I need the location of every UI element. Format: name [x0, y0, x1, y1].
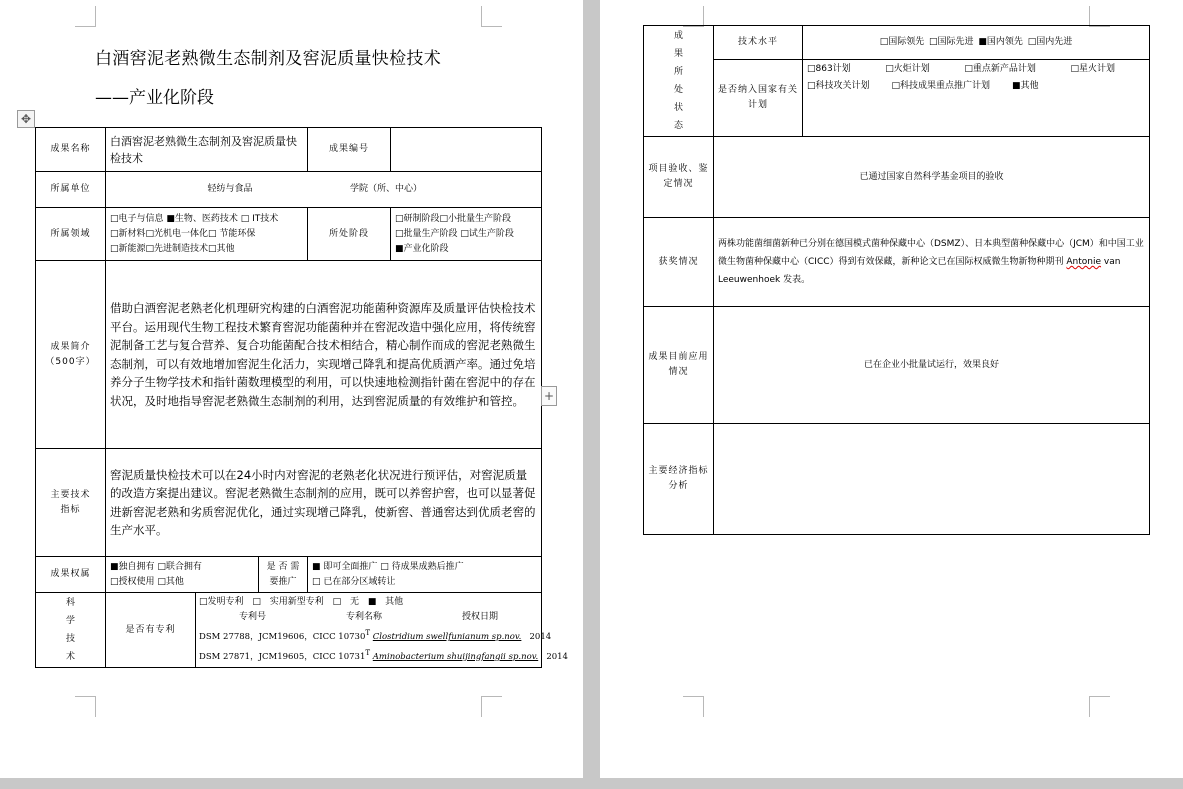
ownership-label: 成果权属: [36, 557, 106, 593]
margin-corner-mark: [683, 696, 704, 717]
add-column-plus-icon[interactable]: +: [541, 386, 557, 406]
margin-corner-mark: [75, 6, 96, 27]
plan-option: □科技攻关计划: [807, 81, 870, 92]
document-subtitle: ——产业化阶段: [95, 88, 214, 108]
margin-corner-mark: [481, 6, 502, 27]
achievement-state-label: [644, 26, 714, 137]
application-label: 成果目前应用情况: [644, 307, 714, 424]
unit-cell[interactable]: [106, 172, 542, 208]
unit-label: 所属单位: [36, 172, 106, 208]
table-row: [36, 172, 542, 208]
code-label: 成果编号: [308, 128, 391, 172]
plan-option: □863计划: [807, 64, 851, 75]
unit-suffix: 学院（所、中心）: [350, 184, 423, 194]
margin-corner-mark: [683, 6, 704, 27]
achievement-form-table-continued: [643, 25, 1150, 535]
promotion-options[interactable]: [308, 557, 542, 593]
table-row: [36, 261, 542, 449]
unit-value: 轻纺与食品: [207, 184, 253, 194]
promotion-option-line: □ 已在部分区域转让: [312, 576, 396, 587]
patent-year: 2014: [529, 632, 552, 642]
acceptance-value[interactable]: 已通过国家自然科学基金项目的验收: [714, 137, 1150, 218]
vertical-char: 成: [673, 31, 683, 41]
national-plan-options[interactable]: [803, 60, 1150, 137]
vertical-char: 果: [673, 49, 683, 59]
patent-ids: DSM 27871，JCM19605，CICC 10731: [199, 651, 366, 662]
patent-options: □发明专利 □ 实用新型专利 □ 无 ■ 其他: [199, 597, 404, 608]
plan-option: ■其他: [1012, 81, 1039, 92]
document-page-right: [600, 0, 1183, 778]
patent-header: [199, 610, 538, 625]
stage-options[interactable]: [391, 208, 542, 261]
table-row: [644, 424, 1150, 535]
ownership-option-line: □授权使用 □其他: [110, 576, 184, 587]
patent-year: 2014: [546, 651, 568, 662]
vertical-char: 技: [65, 634, 75, 644]
tech-text[interactable]: 窖泥质量快检技术可以在24小时内对窖泥的老熟老化状况进行预评估，对窖泥质量的改造方案提出建议。窖泥老熟微生态制剂的应用，既可以养窖护窖，也可以显著促进新窖泥老熟和劣质窖泥优化，通过实现增己降乳，使新窖、普通窖达到优质老窖的生产水平。: [106, 449, 542, 557]
plan-option: □星火计划: [1070, 64, 1115, 75]
margin-corner-mark: [1089, 6, 1110, 27]
field-label: 所属领域: [36, 208, 106, 261]
economic-indicator-label: 主要经济指标分析: [644, 424, 714, 535]
field-option-line: □新能源□先进制造技术□其他: [110, 243, 235, 254]
vertical-char: 状: [673, 103, 683, 113]
patent-species-name: Aminobacterium shuijingfangii sp.nov.: [372, 651, 539, 662]
tech-level-label: 技术水平: [714, 26, 803, 60]
patent-sup: T: [365, 648, 371, 657]
tech-label-cell: [36, 449, 106, 557]
patent-species-name: Clostridium swellfunianum sp.nov.: [372, 632, 522, 642]
document-page-left: [0, 0, 583, 778]
margin-corner-mark: [481, 696, 502, 717]
table-row: [36, 208, 542, 261]
acceptance-label: 项目验收、鉴定情况: [644, 137, 714, 218]
award-text-body: 两株功能菌细菌新种已分别在德国模式菌种保藏中心（DSMZ）、日本典型菌种保藏中心（JCM）和中国工业微生物菌种保藏中心（CICC）得到有效保藏，新种论文已在国际权威微生物新物种期刊: [718, 239, 1144, 267]
table-move-handle-icon[interactable]: ✥: [17, 110, 35, 128]
promotion-label: 是 否 需: [266, 561, 300, 572]
award-label: 获奖情况: [644, 218, 714, 307]
promotion-option-line: ■ 即可全面推广 □ 待成果成熟后推广: [312, 561, 464, 572]
margin-corner-mark: [75, 696, 96, 717]
field-options[interactable]: [106, 208, 308, 261]
vertical-char: 术: [65, 652, 75, 662]
ownership-option-line: ■独自拥有 □联合拥有: [110, 561, 202, 572]
stage-option-line: □研制阶段□小批量生产阶段: [395, 213, 512, 224]
application-value[interactable]: 已在企业小批量试运行，效果良好: [714, 307, 1150, 424]
vertical-char: 处: [673, 85, 683, 95]
document-title: 白酒窖泥老熟微生态制剂及窖泥质量快检技术: [95, 49, 441, 69]
journal-name-rest: van Leeuwenhoek: [718, 257, 1121, 285]
table-row: [36, 128, 542, 172]
vertical-char: 科: [65, 598, 75, 608]
table-row: [644, 26, 1150, 60]
patent-cell[interactable]: [196, 593, 568, 668]
patent-ids: DSM 27788，JCM19606，CICC 10730: [199, 632, 366, 642]
national-plan-line: [807, 62, 1145, 77]
patent-number-header: 专利号: [238, 612, 266, 623]
name-label: 成果名称: [36, 128, 106, 172]
journal-name: Antonie: [1066, 257, 1102, 267]
stage-option-line: ■产业化阶段: [395, 243, 449, 254]
science-tech-label: [36, 593, 106, 668]
patent-sup: T: [365, 628, 371, 638]
patent-name-header: 专利名称: [345, 612, 382, 623]
intro-text[interactable]: 借助白酒窖泥老熟老化机理研究构建的白酒窖泥功能菌种资源库及质量评估快检技术平台。运用现代生物工程技术繁育窖泥功能菌种并在窖泥改造中强化应用，将传统窖泥制备工艺与复合营养、复合功能菌配合技术相结合，精心制作而成的窖泥老熟微生态制剂，可以有效地增加窖泥生化活力，实现增己降乳和提高优质酒产率。通过免培养分子生物学技术和指针菌数理模型的利用，可以快速地检测指针菌在窖泥中的存在状况，及时地指导窖泥老熟微生态制剂的利用，达到窖泥质量的有效维护和管控。: [106, 261, 542, 449]
ownership-options[interactable]: [106, 557, 259, 593]
tech-level-options[interactable]: □国际领先 □国际先进 ■国内领先 □国内先进: [803, 26, 1150, 60]
plan-option: □科技成果重点推广计划: [891, 81, 991, 92]
national-plan-line: [807, 79, 1145, 94]
table-row: [36, 593, 542, 668]
table-row: [36, 557, 542, 593]
vertical-char: 态: [673, 121, 683, 131]
patent-row: [199, 645, 568, 665]
plan-option: □火炬计划: [885, 64, 930, 75]
promotion-label-line2: 要推广: [269, 576, 297, 587]
table-row: [644, 218, 1150, 307]
award-text[interactable]: [714, 218, 1150, 307]
intro-sublabel: （500字）: [45, 356, 96, 367]
stage-label: 所处阶段: [308, 208, 391, 261]
vertical-char: 学: [65, 616, 75, 626]
table-row: [36, 449, 542, 557]
plan-option: □重点新产品计划: [964, 64, 1036, 75]
promotion-label-cell: [259, 557, 308, 593]
award-text-end: 发表。: [783, 275, 811, 285]
field-option-line: □新材料□光机电一体化□ 节能环保: [110, 228, 256, 239]
economic-indicator-value[interactable]: [714, 424, 1150, 535]
table-row: [644, 137, 1150, 218]
intro-label: 成果简介: [50, 341, 91, 352]
table-row: [644, 307, 1150, 424]
vertical-char: 所: [673, 67, 683, 77]
margin-corner-mark: [1089, 696, 1110, 717]
table-row: [644, 60, 1150, 137]
patent-date-header: 授权日期: [461, 612, 498, 623]
field-option-line: □电子与信息 ■生物、医药技术 □ IT技术: [110, 213, 279, 224]
patent-row: [199, 625, 552, 645]
tech-label-line2: 指标: [60, 504, 81, 515]
tech-label: 主要技术: [50, 489, 91, 500]
national-plan-label: 是否纳入国家有关计划: [714, 60, 803, 137]
stage-option-line: □批量生产阶段 □试生产阶段: [395, 228, 514, 239]
intro-label-cell: [36, 261, 106, 449]
name-value[interactable]: 白酒窖泥老熟微生态制剂及窖泥质量快检技术: [106, 128, 308, 172]
patent-label: 是否有专利: [106, 593, 196, 668]
code-value[interactable]: [391, 128, 542, 172]
achievement-form-table: [35, 127, 568, 668]
